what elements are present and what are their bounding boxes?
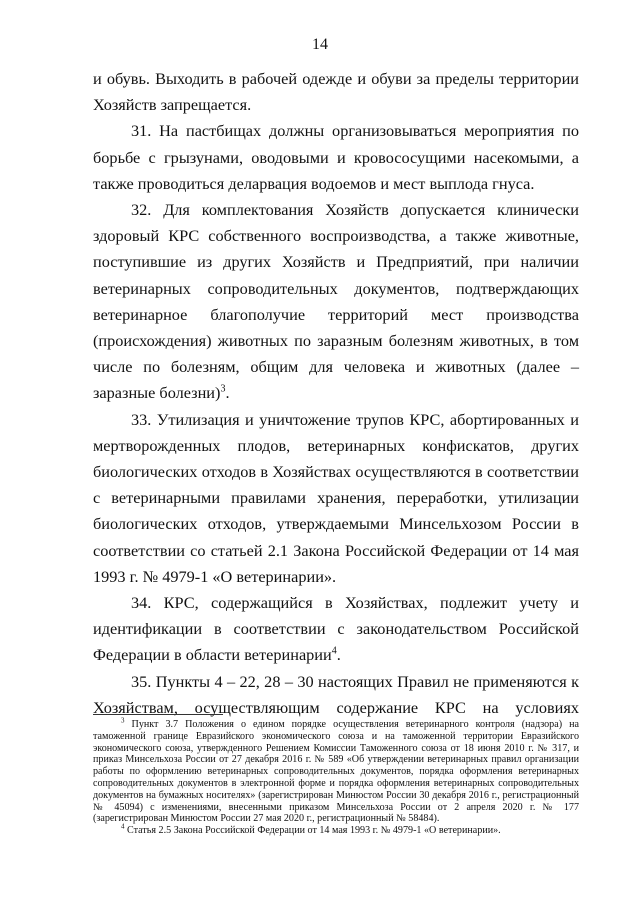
footnote-ref-3[interactable]: 3: [220, 384, 226, 396]
paragraph-33: 33. Утилизация и уничтожение трупов КРС, абортированных и мертворожденных плодов, ветеринарных конфискатов, других биологических отходов в Хозяйствах осуществляются в соответствии с ветеринарными правилами хранения, переработки, утилизации биологических отходов, утверждаемыми Минсельхозом России в соответствии со статьей 2.1 Закона Российской Федерации от 14 мая 1993 г. № 4979-1 «О ветеринарии».: [93, 409, 579, 586]
body-text: [93, 66, 579, 721]
paragraph-32-end: .: [225, 383, 230, 403]
footnote-3: [93, 716, 579, 825]
footnote-4-text: Статья 2.5 Закона Российской Федерации от 14 мая 1993 г. № 4979-1 «О ветеринарии».: [124, 825, 501, 837]
paragraph-31: 31. На пастбищах должны организовываться мероприятия по борьбе с грызунами, оводовыми и кровососущими насекомыми, а также проводиться деларвация водоемов и мест выплода гнуса.: [93, 121, 579, 193]
paragraph-32: [93, 197, 579, 407]
footnote-ref-4[interactable]: 4: [331, 646, 337, 658]
paragraph-34: [93, 590, 579, 669]
paragraph-34-text: 34. КРС, содержащийся в Хозяйствах, подлежит учету и идентификации в соответствии с законодательством Российской Федерации в области ветеринарии: [93, 593, 579, 665]
paragraph-34-end: .: [336, 645, 341, 665]
footnote-divider: [93, 714, 223, 715]
page-number: 14: [312, 36, 328, 53]
paragraph-32-text: 32. Для комплектования Хозяйств допускается клинически здоровый КРС собственного воспроизводства, а также животные, поступившие из других Хозяйств и Предприятий, при наличии ветеринарных сопроводительных документов, подтверждающих ветеринарное благополучие территорий мест производства (происхождения) животных по заразным болезням животных, в том числе по болезням, общим для человека и животных (далее – заразные болезни): [93, 200, 579, 403]
footnote-4-mark: 4: [121, 822, 125, 831]
footnotes: [93, 716, 579, 837]
footnote-3-mark: 3: [121, 716, 125, 725]
footnote-3-text: Пункт 3.7 Положения о едином порядке осуществления ветеринарного контроля (надзора) на таможенной границе Евразийского экономического союза и на таможенной территории Евразийского экономического союза, утвержденного Решением Комиссии Таможенного союза от 18 июня 2010 г. № 317, и приказ Минсельхоза России от 27 декабря 2016 г. № 589 «Об утверждении ветеринарных правил организации работы по оформлению ветеринарных сопроводительных документов, порядка оформления ветеринарных сопроводительных документов в электронной форме и порядка оформления ветеринарных сопроводительных документов на бумажных носителях» (зарегистрирован Минюстом России 30 декабря 2016 г., регистрационный № 45094) с изменениями, внесенными приказом Минсельхоза России от 2 апреля 2020 г. № 177 (зарегистрирован Минюстом России 27 мая 2020 г., регистрационный № 58484).: [93, 719, 579, 825]
paragraph-continuation: и обувь. Выходить в рабочей одежде и обуви за пределы территории Хозяйств запрещается.: [93, 69, 579, 115]
paragraph-35: 35. Пункты 4 – 22, 28 – 30 настоящих Правил не применяются к Хозяйствам, осуществляющим содержание КРС на условиях: [93, 671, 579, 717]
footnote-4: [93, 822, 579, 837]
